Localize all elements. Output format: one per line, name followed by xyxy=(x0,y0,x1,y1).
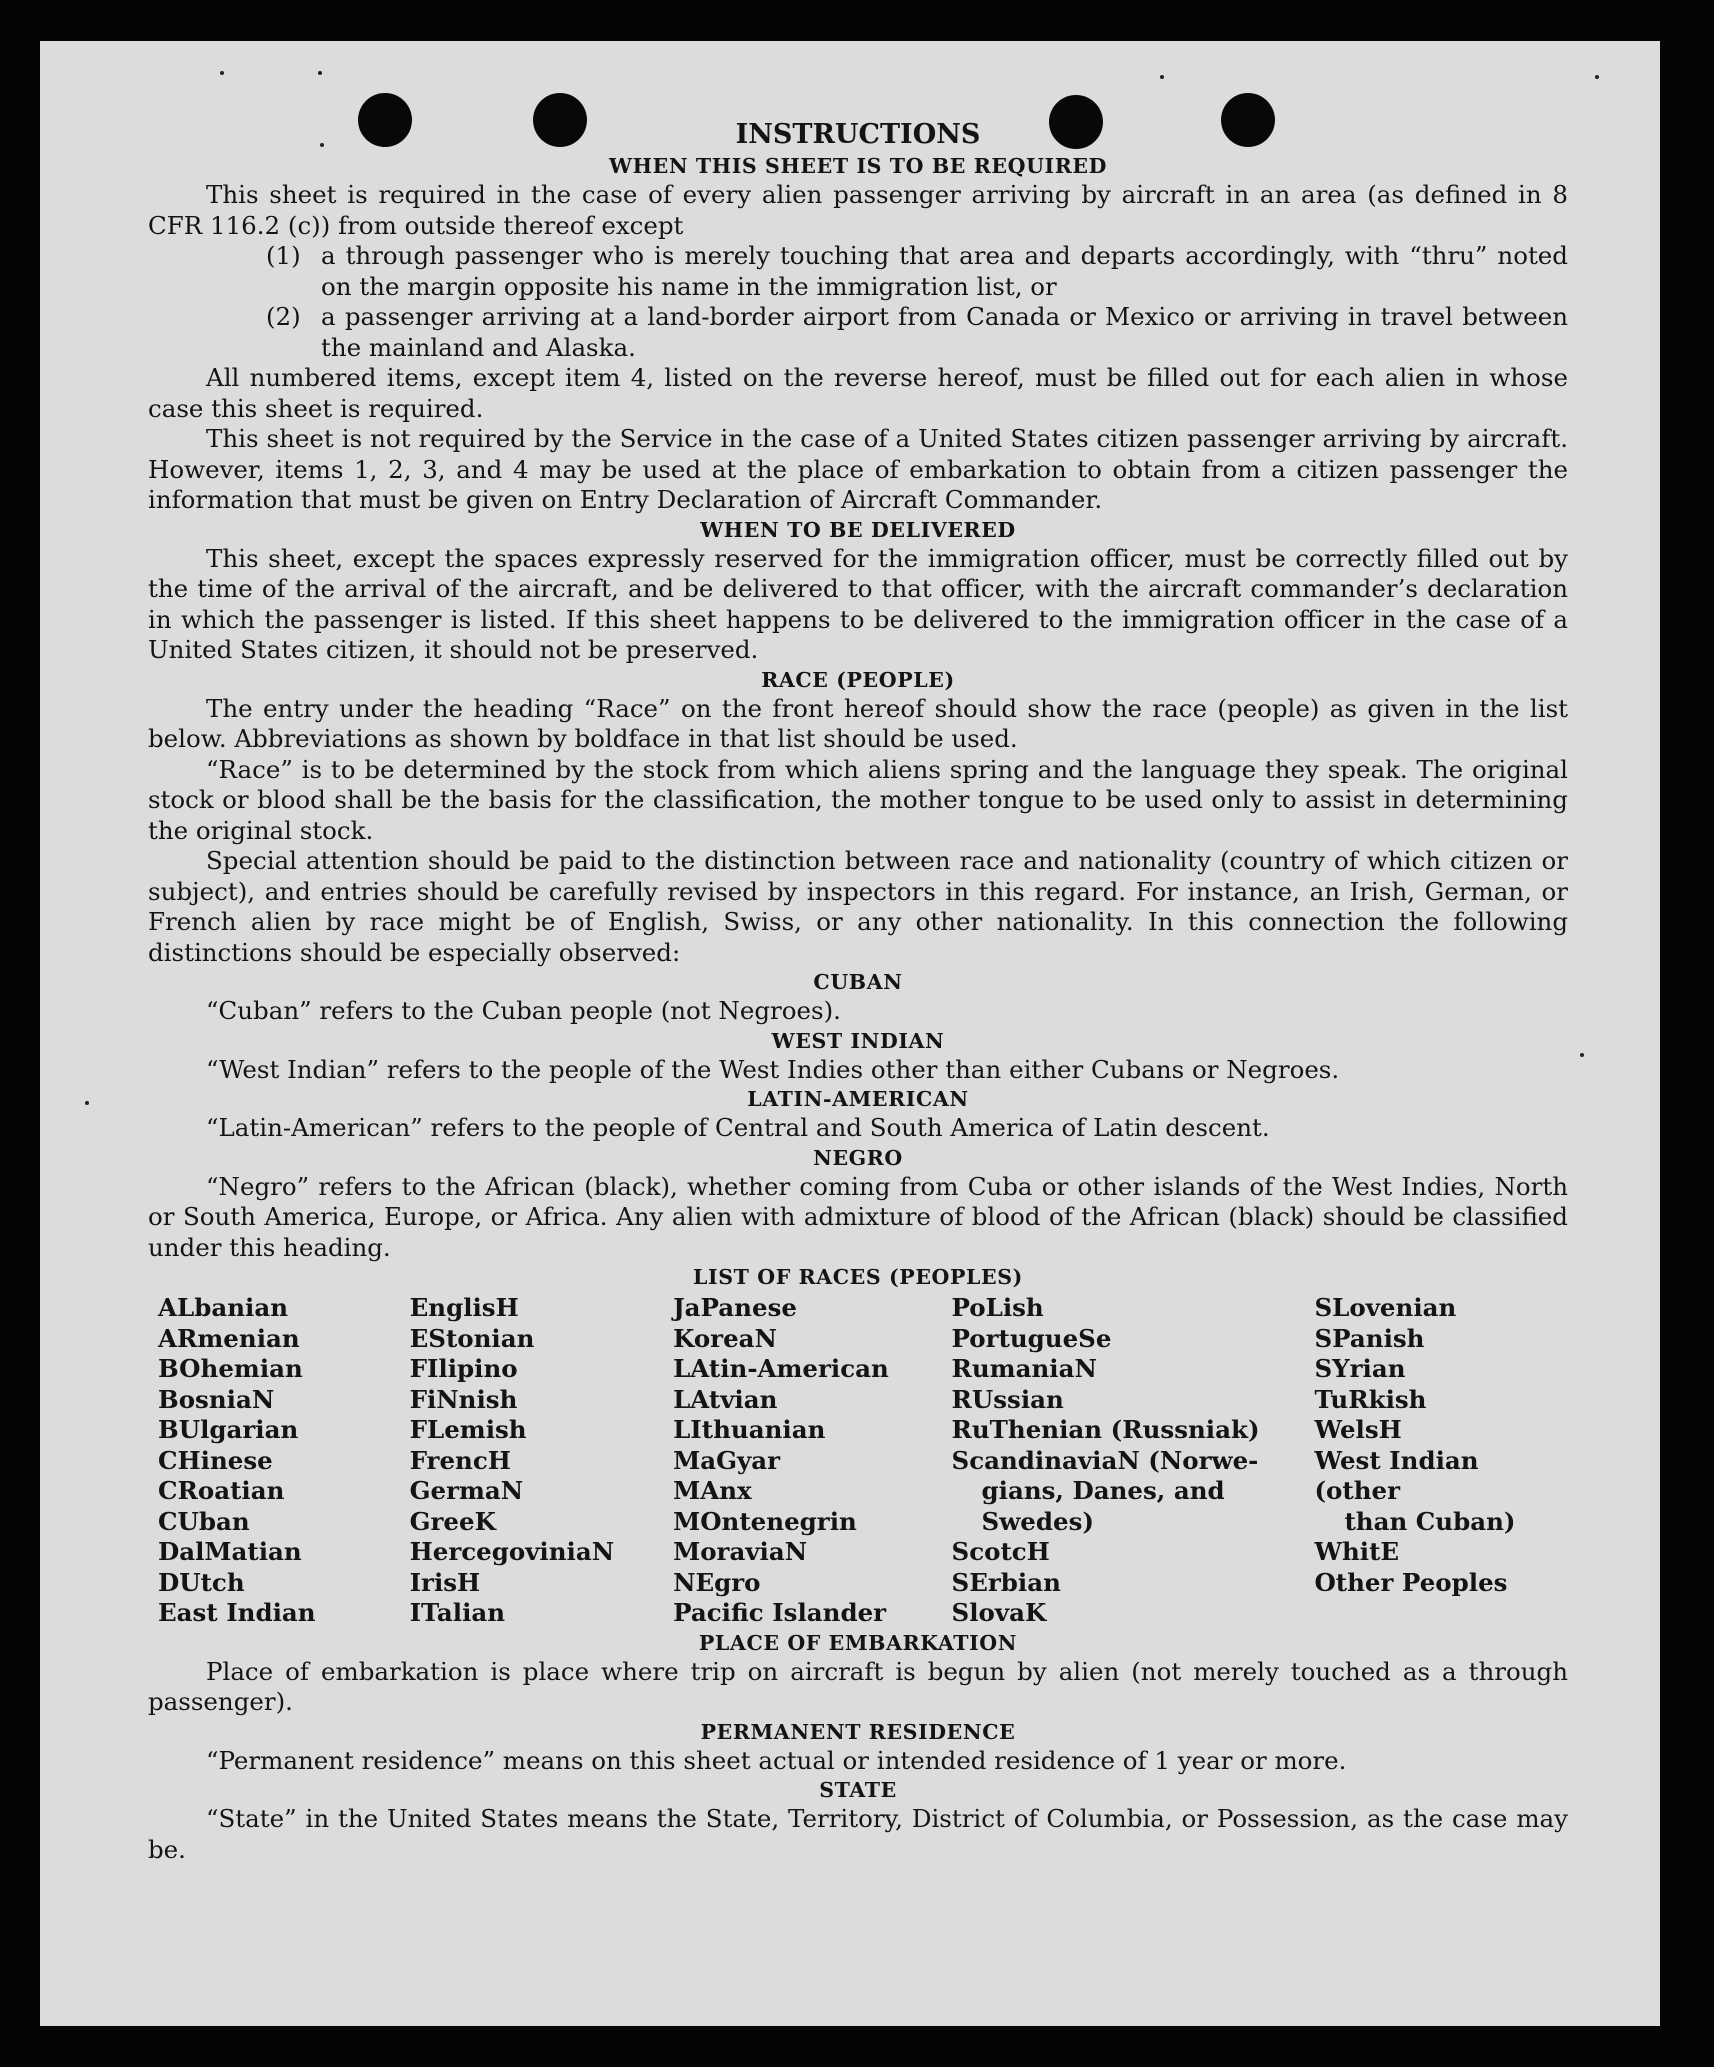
race-entry: SlovaK xyxy=(951,1598,1047,1627)
race-entry-continued: than Cuban) xyxy=(1344,1506,1516,1536)
item-number: (1) xyxy=(266,241,301,270)
race-entry: RuThenian (Russniak) xyxy=(951,1415,1260,1444)
dust-speck xyxy=(1160,75,1164,79)
race-entry: FLemish xyxy=(409,1415,527,1444)
paragraph: The entry under the heading “Race” on the front hereof should show the race (people) as given in the list below. Abbreviations as shown by boldface in that list should be used. xyxy=(148,693,1568,753)
race-entry: WelsH xyxy=(1314,1415,1402,1444)
race-entry: ScotcH xyxy=(951,1537,1050,1566)
race-entry: CUban xyxy=(158,1506,250,1536)
race-column xyxy=(952,1293,1315,1629)
race-list xyxy=(148,1293,1568,1629)
race-entry: ITalian xyxy=(409,1598,506,1627)
race-column xyxy=(410,1293,674,1629)
section-heading: CUBAN xyxy=(813,970,903,994)
paragraph: Special attention should be paid to the distinction between race and nationality (country of which citizen or subject), and entries should be carefully revised by inspectors in this regard. For instance, an Irish, German, or French alien by race might be of English, Swiss, or any other nationality. In this connection the following distinctions should be especially observed: xyxy=(148,846,1568,967)
race-entry: ALbanian xyxy=(158,1293,289,1322)
race-entry-continued: Swedes) xyxy=(981,1506,1094,1536)
definition: “Cuban” refers to the Cuban people (not Negroes). xyxy=(206,996,841,1025)
section-heading: WHEN TO BE DELIVERED xyxy=(700,517,1016,542)
race-entry: PoLish xyxy=(951,1293,1044,1322)
instructions-content xyxy=(148,118,1568,1865)
paragraph: This sheet is required in the case of every alien passenger arriving by aircraft in an area (as defined in 8 CFR 116.2 (c)) from outside thereof except xyxy=(148,180,1568,240)
section-heading: PERMANENT RESIDENCE xyxy=(700,1719,1016,1744)
race-entry: BosniaN xyxy=(158,1384,275,1414)
race-entry: MaGyar xyxy=(673,1445,781,1475)
list-item xyxy=(148,302,1568,363)
race-column xyxy=(673,1293,951,1629)
race-entry: SErbian xyxy=(951,1567,1061,1597)
race-entry: Pacific Islander xyxy=(673,1598,887,1627)
race-entry: ARmenian xyxy=(158,1323,300,1353)
section-heading: RACE (PEOPLE) xyxy=(761,667,955,692)
race-entry: SPanish xyxy=(1314,1323,1425,1353)
race-entry: FrencH xyxy=(409,1445,511,1475)
race-entry: ScandinaviaN (Norwe- xyxy=(951,1445,1259,1475)
race-entry: FIlipino xyxy=(409,1354,518,1383)
race-entry: MoraviaN xyxy=(673,1537,808,1566)
race-entry: CRoatian xyxy=(158,1476,285,1505)
race-entry: DUtch xyxy=(158,1567,245,1597)
race-entry: GermaN xyxy=(409,1476,524,1505)
section-heading: STATE xyxy=(819,1778,897,1802)
race-entry: KoreaN xyxy=(673,1323,777,1353)
section-heading: PLACE OF EMBARKATION xyxy=(698,1630,1018,1655)
race-entry: BUlgarian xyxy=(158,1415,299,1444)
race-entry: LIthuanian xyxy=(673,1415,826,1444)
race-entry: DalMatian xyxy=(158,1537,302,1566)
section-heading: LATIN-AMERICAN xyxy=(747,1087,969,1111)
section-heading: NEGRO xyxy=(813,1145,903,1170)
race-entry: Other Peoples xyxy=(1314,1567,1508,1597)
definition: “State” in the United States means the State, Territory, District of Columbia, or Possession, as the case may be. xyxy=(148,1804,1568,1864)
race-column xyxy=(1314,1293,1568,1629)
race-entry: NEgro xyxy=(673,1567,761,1597)
race-entry: West Indian (other xyxy=(1314,1445,1479,1505)
race-entry: SLovenian xyxy=(1314,1293,1457,1322)
item-number: (2) xyxy=(266,302,301,331)
definition: “West Indian” refers to the people of the West Indies other than either Cubans or Negroes. xyxy=(206,1054,1340,1084)
section-heading: WEST INDIAN xyxy=(771,1028,945,1053)
race-entry: East Indian xyxy=(158,1598,316,1627)
race-entry: JaPanese xyxy=(673,1293,797,1322)
race-entry: WhitE xyxy=(1314,1537,1400,1566)
dust-speck xyxy=(85,1101,89,1105)
race-entry: EStonian xyxy=(409,1323,535,1353)
race-entry: TuRkish xyxy=(1314,1384,1427,1414)
race-entry: RumaniaN xyxy=(951,1354,1097,1383)
race-entry: HercegoviniaN xyxy=(409,1537,615,1566)
race-entry: PortugueSe xyxy=(951,1323,1112,1353)
race-entry: EnglisH xyxy=(409,1293,519,1322)
dust-speck xyxy=(1595,75,1599,79)
race-entry: SYrian xyxy=(1314,1354,1406,1383)
race-entry: MOntenegrin xyxy=(673,1506,857,1536)
paragraph: This sheet is not required by the Service in the case of a United States citizen passenger arriving by aircraft. However, items 1, 2, 3, and 4 may be used at the place of embarkation to obtain from a citizen passenger the information that must be given on Entry Declaration of Aircraft Commander. xyxy=(148,424,1568,514)
list-item xyxy=(148,241,1568,302)
paragraph: This sheet, except the spaces expressly reserved for the immigration officer, must be correctly filled out by the time of the arrival of the aircraft, and be delivered to that officer, with the aircraft commander’s declaration in which the passenger is listed. If this sheet happens to be delivered to the immigration officer in the case of a United States citizen, it should not be preserved. xyxy=(148,543,1568,664)
item-text: a passenger arriving at a land-border airport from Canada or Mexico or arriving in travel between the mainland and Alaska. xyxy=(321,302,1568,362)
definition: “Permanent residence” means on this sheet actual or intended residence of 1 year or more. xyxy=(206,1745,1347,1775)
dust-speck xyxy=(1580,1053,1584,1057)
race-entry: IrisH xyxy=(409,1567,481,1597)
page-title: INSTRUCTIONS xyxy=(735,119,981,150)
race-entry: LAtvian xyxy=(673,1384,778,1414)
race-entry: CHinese xyxy=(158,1445,273,1475)
paragraph: “Race” is to be determined by the stock from which aliens spring and the language they speak. The original stock or blood shall be the basis for the classification, the mother tongue to be used only to assist in determining the original stock. xyxy=(148,754,1568,845)
race-entry: FiNnish xyxy=(409,1384,518,1414)
definition: “Latin-American” refers to the people of Central and South America of Latin descent. xyxy=(206,1113,1270,1142)
paragraph: All numbered items, except item 4, listed on the reverse hereof, must be filled out for each alien in whose case this sheet is required. xyxy=(148,363,1568,423)
item-text: a through passenger who is merely touching that area and departs accordingly, with “thru” noted on the margin opposite his name in the immigration list, or xyxy=(321,241,1568,301)
section-heading: LIST OF RACES (PEOPLES) xyxy=(693,1265,1023,1289)
race-entry: RUssian xyxy=(951,1384,1064,1414)
race-column xyxy=(158,1293,410,1629)
definition: “Negro” refers to the African (black), whether coming from Cuba or other islands of the West Indies, North or South America, Europe, or Africa. Any alien with admixture of blood of the African (black) should be classified under this heading. xyxy=(148,1171,1568,1262)
dust-speck xyxy=(318,71,322,75)
race-entry-continued: gians, Danes, and xyxy=(981,1476,1225,1505)
definition: Place of embarkation is place where trip on aircraft is begun by alien (not merely touched as a through passenger). xyxy=(148,1656,1568,1716)
section-heading: WHEN THIS SHEET IS TO BE REQUIRED xyxy=(609,154,1107,178)
dust-speck xyxy=(220,71,224,75)
race-entry: GreeK xyxy=(409,1506,496,1536)
race-entry: BOhemian xyxy=(158,1354,303,1383)
race-entry: MAnx xyxy=(673,1476,752,1505)
race-entry: LAtin-American xyxy=(673,1354,889,1383)
